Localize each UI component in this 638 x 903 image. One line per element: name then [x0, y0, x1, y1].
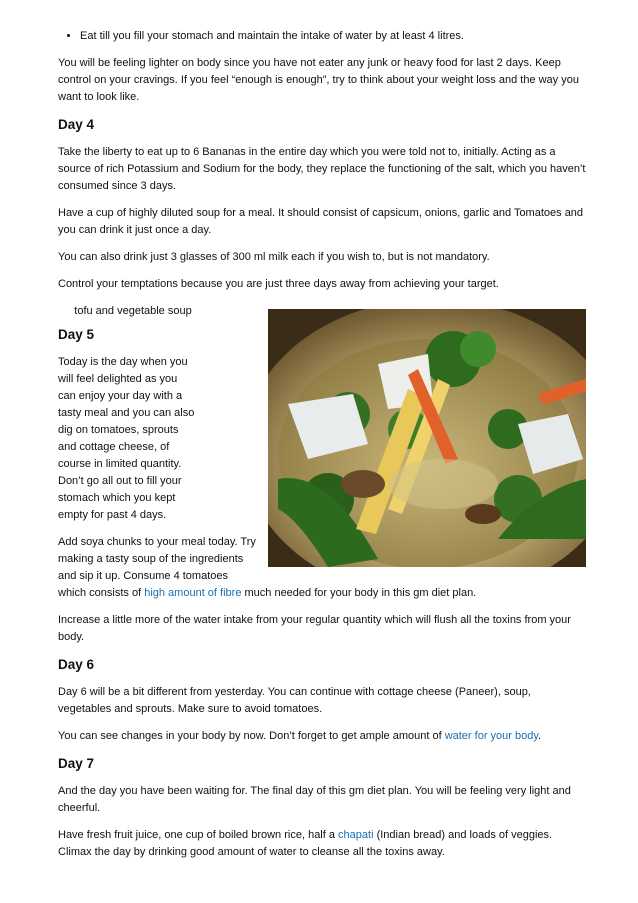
water-link[interactable]: water for your body [444, 730, 539, 742]
text-run: You can see changes in your body by now. Don’t forget to get ample amount of [58, 730, 445, 742]
paragraph: You can also drink just 3 glasses of 300 ml milk each if you wish to, but is not mandatory. [58, 251, 490, 263]
paragraph [58, 728, 586, 745]
text-run: . [538, 730, 542, 742]
document-page [58, 28, 586, 871]
soup-photo [268, 309, 586, 567]
paragraph: Control your temptations because you are just three days away from achieving your target. [58, 278, 499, 290]
day6-heading: Day 6 [58, 657, 95, 672]
chapati-link[interactable]: chapati [338, 829, 374, 841]
paragraph: Today is the day when you will feel delighted as you can enjoy your day with a tasty meal and you can also dig on tomatoes, sprouts and cottage cheese, of course in limited quantity. Don’t go all out to fill your stomach which you kept empty for past 4 days. [58, 356, 195, 521]
high-fibre-link[interactable]: high amount of fibre [144, 587, 242, 599]
paragraph: You will be feeling lighter on body since you have not eater any junk or heavy food for last 2 days. Keep control on your cravings. If you feel “enough is enough”, try to think about your weight loss and the way you want to look like. [58, 57, 579, 103]
paragraph: Increase a little more of the water intake from your regular quantity which will flush all the toxins from your body. [58, 614, 571, 643]
text-run: (Indian bread) and loads of veggies. Climax the day by drinking good amount of water to cleanse all the toxins away. [58, 829, 553, 858]
day4-heading: Day 4 [58, 117, 95, 132]
image-caption: tofu and vegetable soup [74, 305, 192, 317]
list-item: • Eat till you fill your stomach and maintain the intake of water by at least 4 litres. [80, 28, 586, 45]
text-run: Add soya chunks to your meal today. Try making a tasty soup of the ingredients and sip it up. Consume 4 tomatoes which consists of [58, 536, 256, 599]
text-run: Have fresh fruit juice, one cup of boiled brown rice, half a [58, 829, 339, 841]
paragraph: Day 6 will be a bit different from yesterday. You can continue with cottage cheese (Paneer), soup, vegetables and sprouts. Make sure to avoid tomatoes. [58, 686, 531, 715]
day5-heading: Day 5 [58, 327, 95, 342]
paragraph: Have a cup of highly diluted soup for a meal. It should consist of capsicum, onions, garlic and Tomatoes and you can drink it just once a day. [58, 207, 584, 236]
bullet-list [58, 28, 586, 45]
paragraph: And the day you have been waiting for. The final day of this gm diet plan. You will be feeling very light and cheerful. [58, 785, 571, 814]
text-run: much needed for your body in this gm diet plan. [241, 587, 477, 599]
day7-heading: Day 7 [58, 756, 95, 771]
paragraph [58, 827, 586, 861]
paragraph: Take the liberty to eat up to 6 Bananas in the entire day which you were told not to, initially. Acting as a source of rich Potassium and Sodium for the body, they replace the functioning of the salt, which you haven’t consumed since 3 days. [58, 146, 586, 192]
